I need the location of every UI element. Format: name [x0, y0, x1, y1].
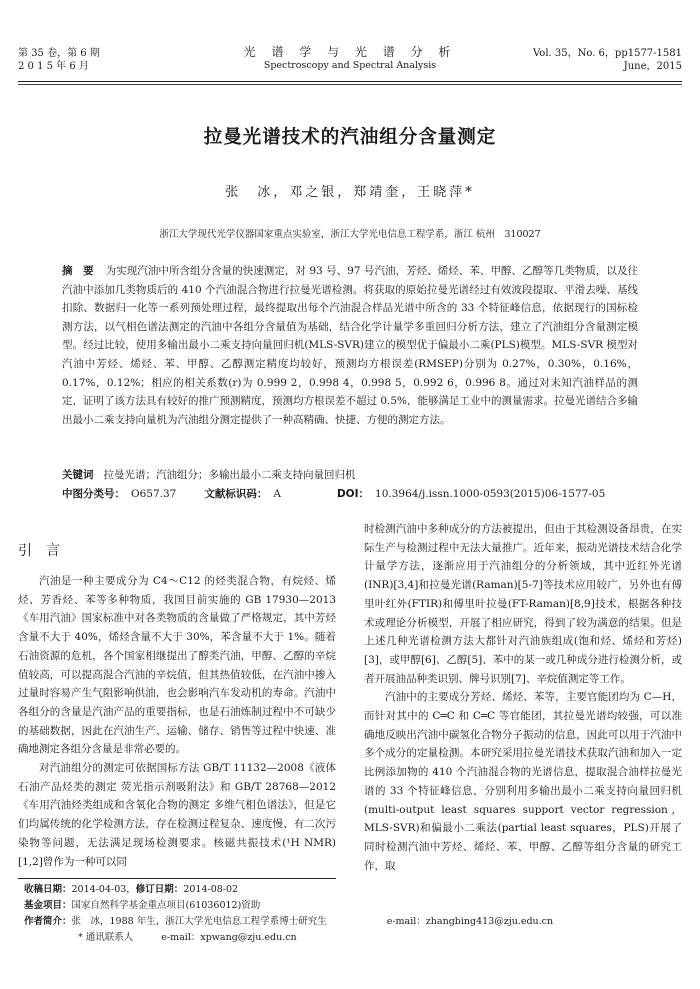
- date-en: June，2015: [623, 61, 682, 72]
- date-cn: 2 0 1 5 年 6 月: [18, 61, 89, 72]
- fund-text: 国家自然科学基金重点项目(61036012)资助: [71, 900, 261, 911]
- paragraph: 对汽油组分的测定可依据国标方法 GB/T 11132—2008《液体石油产品烃类的测定 荧光指示剂吸附法》和 GB/T 28768—2012《车用汽油烃类组成和含氧化合物的测定 多维气相色谱法》，但是它们均属传统的化学检测方法，存在检测过程复杂、速度慢、有二次污染物等问题，无法满足现场检测要求。核磁共振技术(¹H NMR)[1,2]曾作为一种可以同: [18, 762, 336, 868]
- author-list: 张 冰，邓之银，郑靖奎，王晓萍*: [225, 185, 475, 200]
- running-header-center: [200, 45, 500, 72]
- corresponding-author: [24, 930, 684, 946]
- journal-title-cn: 光 谱 学 与 光 谱 分 析: [243, 45, 457, 59]
- keywords: [62, 466, 638, 484]
- abstract-text: 为实现汽油中所含组分含量的快速测定，对 93 号、97 号汽油，芳烃、烯烃、苯、甲醇、乙醇等几类物质，以及往汽油中添加几类物质后的 410 个汽油混合物进行拉曼光谱检测。将获取的原始拉曼光谱经过有效波段提取、平滑去噪、基线扣除、数据归一化等一系列预处理过程，最终提取出每个汽油混合样品光谱中所含的 33 个特征峰信息，依据现行的国标检测方法，以气相色谱法测定的汽油中各组分含量值为基础，结合化学计量学多重回归分析方法，建立了汽油组分含量测定模型。经过比较，使用多输出最小二乘支持向量回归机(MLS-SVR)建立的模型优于偏最小二乘(PLS)模型。MLS-SVR 模型对汽油中芳烃、烯烃、苯、甲醇、乙醇测定精度均较好，预测均方根误差(RMSEP)分别为 0.27%，0.30%，0.16%，0.17%，0.12%；相应的相关系数(r)为 0.999 2，0.998 4，0.998 5，0.992 6，0.996 8。通过对未知汽油样品的测定，证明了该方法具有较好的推广预测精度，预测均方根误差不超过 0.5%，能够满足工业中的测量需求。拉曼光谱结合多输出最小二乘支持向量机为汽油组分测定提供了一种高精确、快捷、方便的测定方法。: [62, 265, 639, 426]
- revised-date: 2014-08-02: [183, 884, 239, 895]
- header-rule: [18, 81, 682, 82]
- fund-info: [24, 898, 684, 914]
- author-email: e-mail：zhangbing413@zju.edu.cn: [386, 916, 554, 927]
- received-dates: [24, 882, 684, 898]
- paragraph: 汽油中的主要成分芳烃、烯烃、苯等，主要官能团均为 C—H，而针对其中的 C═C 和 C═C 等官能团，其拉曼光谱均较强，可以准确地反映出汽油中碳氢化合物分子振动的信息，因此可以用于汽油中多个成分的定量检测。本研究采用拉曼光谱技术获取汽油和加入一定比例添加物的 410 个汽油混合物的光谱信息，提取混合油样拉曼光谱的 33 个特征峰信息，分别利用多输出最小二乘支持向量回归机(multi-output least squares support vector regression，MLS-SVR)和偏最小二乘法(partial least squares，PLS)开展了同时检测汽油中芳烃、烯烃、苯、甲醇、乙醇等组分含量的研究工作，取: [364, 691, 682, 872]
- header-rule-thin: [18, 84, 682, 85]
- paragraph: 汽油是一种主要成分为 C4～C12 的烃类混合物，有烷烃、烯烃、芳香烃、苯等多种物质，我国目前实施的 GB 17930—2013《车用汽油》国家标准中对各类物质的含量做了严格规定，其中芳烃含量不大于 40%，烯烃含量不大于 30%，苯含量不大于 1%。随着石油资源的危机，各个国家相继提出了醇类汽油，甲醇、乙醇的辛烷值较高，可以提高混合汽油的辛烷值，但其热值较低，在汽油中掺入过量时容易产生气阻影响供油，也会影响汽车发动机的寿命。汽油中各组分的含量是汽油产品的重要指标，也是石油炼制过程中不可缺少的基础数据，因此在汽油生产、运输、储存、销售等过程中快速、准确地测定各组分含量是非常必要的。: [18, 575, 336, 756]
- running-header-left: [18, 47, 100, 73]
- fund-label: 基金项目：: [24, 900, 72, 911]
- corresponding-email: e-mail：xpwang@zju.edu.cn: [161, 932, 297, 943]
- volume-issue-cn: 第 35 卷，第 6 期: [18, 48, 100, 59]
- received-date: 2014-04-03，: [71, 884, 136, 895]
- paper-title: 拉曼光谱技术的汽油组分含量测定: [203, 127, 497, 148]
- body-right-column: [364, 520, 682, 875]
- abstract-label: 摘 要: [62, 265, 94, 277]
- footnote-rule: [18, 878, 336, 879]
- footnotes: [24, 882, 684, 946]
- keywords-text: 拉曼光谱；汽油组分；多输出最小二乘支持向量回归机: [103, 469, 356, 481]
- doi-value: 10.3964/j.issn.1000-0593(2015)06-1577-05: [375, 488, 606, 500]
- doc-code-value: A: [273, 488, 281, 500]
- clc-value: O657.37: [131, 488, 177, 500]
- doc-code-label: 文献标识码：: [204, 488, 268, 500]
- journal-title-en: Spectroscopy and Spectral Analysis: [263, 60, 437, 71]
- classification-line: [62, 485, 662, 503]
- section-heading-introduction: 引言: [18, 543, 74, 559]
- revised-label: 修订日期：: [135, 884, 184, 895]
- author-bio-text: 张 冰，1988 年生，浙江大学光电信息工程学系博士研究生: [71, 916, 327, 927]
- author-bio-label: 作者简介：: [24, 916, 72, 927]
- clc-label: 中图分类号：: [62, 488, 125, 500]
- affiliation: 浙江大学现代光学仪器国家重点实验室，浙江大学光电信息工程学系，浙江 杭州 310027: [159, 229, 541, 240]
- keywords-label: 关键词: [62, 469, 94, 481]
- abstract: [62, 262, 638, 429]
- running-header-right: [533, 47, 682, 73]
- corresponding-label: * 通讯联系人: [78, 932, 134, 943]
- author-bio: [24, 914, 684, 930]
- body-left-column: [18, 572, 336, 871]
- volume-pages-en: Vol. 35，No. 6，pp1577-1581: [533, 48, 682, 59]
- received-label: 收稿日期：: [24, 884, 72, 895]
- paragraph: 时检测汽油中多种成分的方法被提出，但由于其检测设备昂贵，在实际生产与检测过程中无法大量推广。近年来，振动光谱技术结合化学计量学方法，逐渐应用于汽油组分的分析领域，其中近红外光谱(INR)[3,4]和拉曼光谱(Raman)[5-7]等技术应用较广，另外也有傅里叶红外(FTIR)和傅里叶拉曼(FT-Raman)[8,9]技术，根据各种技术或理论分析模型，开展了相应研究，得到了较为满意的结果。但是上述几种光谱检测方法大都针对汽油族组成(饱和烃、烯烃和芳烃)[3]，或甲醇[6]、乙醇[5]、苯中的某一或几种成分进行检测分析，或者开展油品种类识别、牌号识别[7]、辛烷值测定等工作。: [364, 523, 682, 685]
- doi-label: DOI：: [336, 488, 370, 500]
